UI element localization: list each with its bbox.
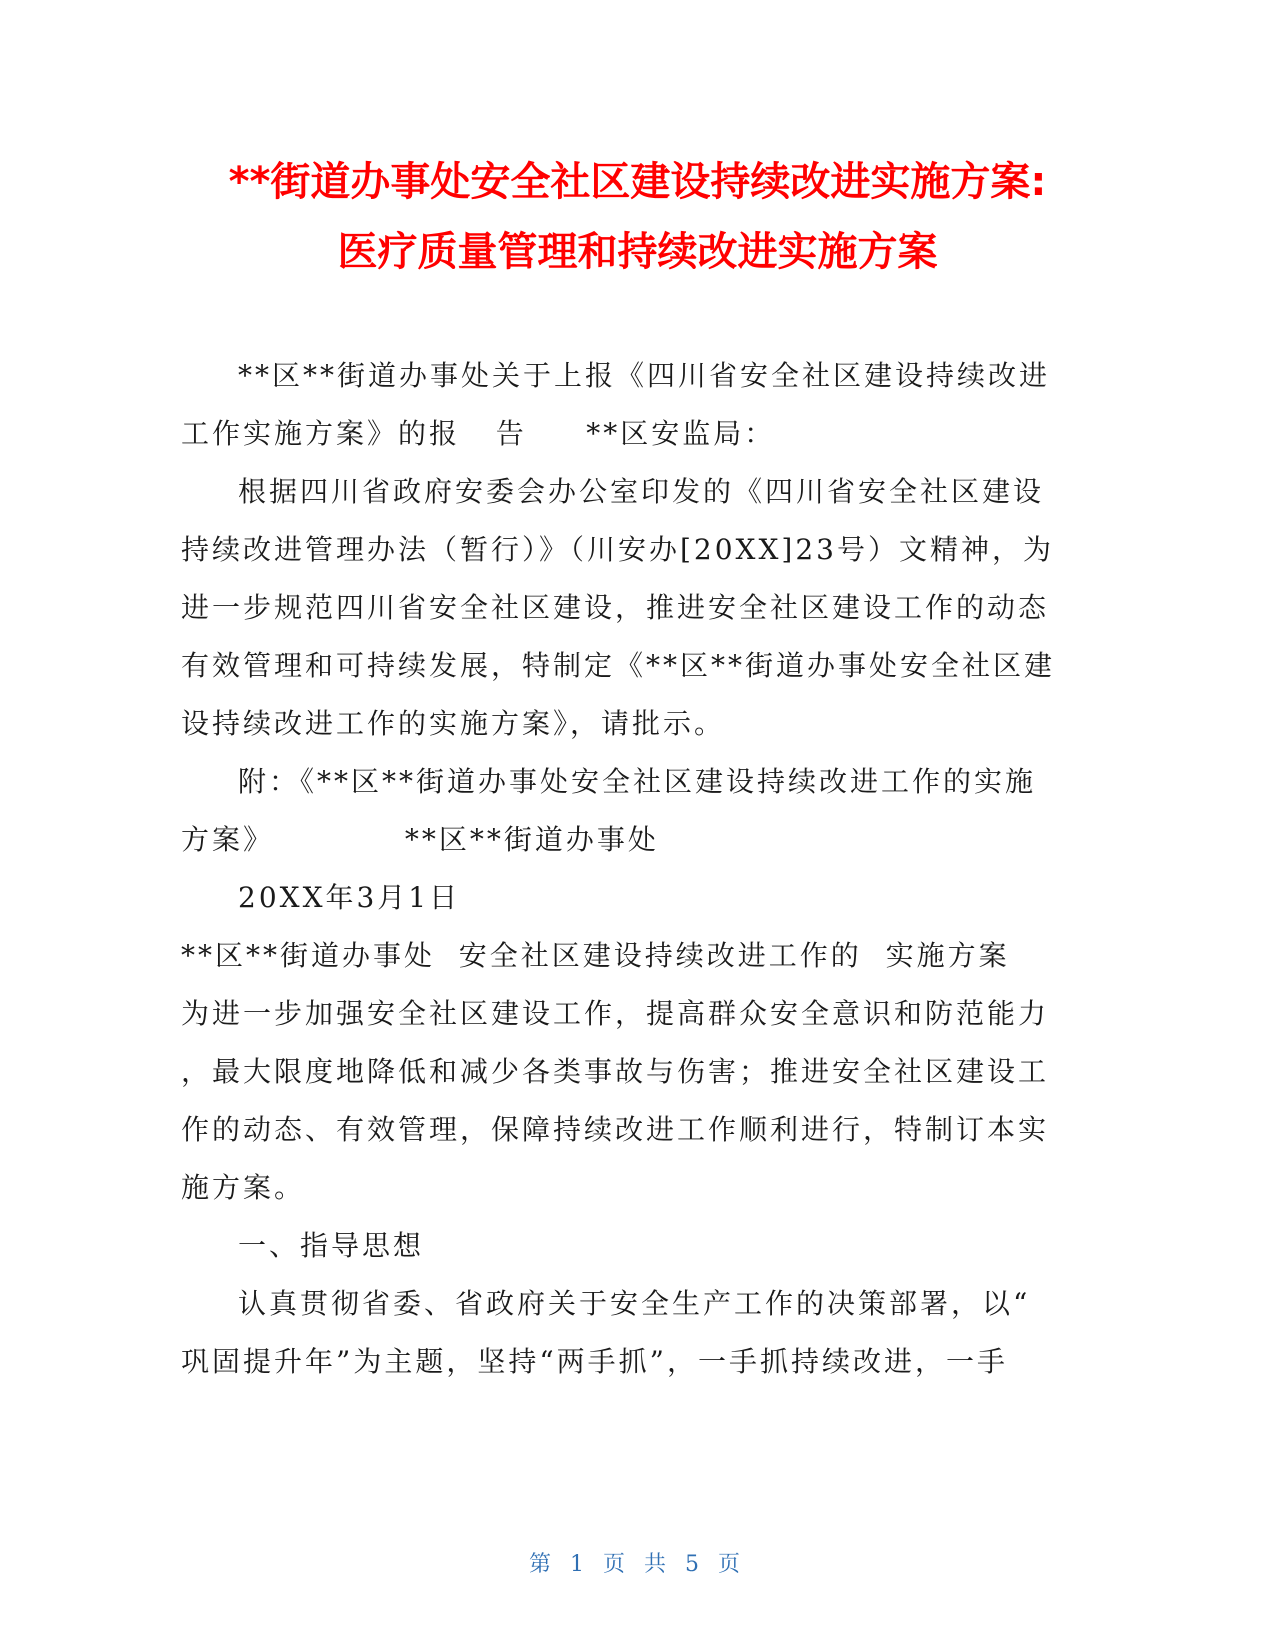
body-line-8: 附：《**区**街道办事处安全社区建设持续改进工作的实施 (238, 765, 1037, 798)
body-line-6: 有效管理和可持续发展，特制定《**区**街道办事处安全社区建 (181, 649, 1056, 682)
body-line-7: 设持续改进工作的实施方案》，请批示。 (181, 707, 726, 740)
body-line-9: 方案》 **区**街道办事处 (181, 823, 659, 856)
body-line-15: 施方案。 (181, 1171, 306, 1204)
body-line-3: 根据四川省政府安委会办公室印发的《四川省安全社区建设 (238, 475, 1045, 508)
section-heading-guiding-ideology: 一、指导思想 (238, 1229, 425, 1262)
body-line-17: 认真贯彻省委、省政府关于安全生产工作的决策部署，以“ (238, 1287, 1031, 1320)
body-line-12: 为进一步加强安全社区建设工作，提高群众安全意识和防范能力 (181, 997, 1050, 1030)
body-line-13: ，最大限度地降低和减少各类事故与伤害；推进安全社区建设工 (181, 1055, 1050, 1088)
body-line-1: **区**街道办事处关于上报《四川省安全社区建设持续改进 (238, 359, 1051, 392)
body-line-4: 持续改进管理办法（暂行）》（川安办[20XX]23号）文精神，为 (181, 533, 1054, 566)
body-line-2: 工作实施方案》的报 告 **区安监局： (181, 417, 776, 450)
body-line-plan-heading: **区**街道办事处 安全社区建设持续改进工作的 实施方案 (181, 939, 1010, 972)
body-line-date: 20XX年3月1日 (238, 881, 461, 914)
body-line-14: 作的动态、有效管理，保障持续改进工作顺利进行，特制订本实 (181, 1113, 1050, 1146)
page-footer: 第 1 页 共 5 页 (529, 1552, 746, 1577)
body-line-18: 巩固提升年”为主题，坚持“两手抓”，一手抓持续改进，一手 (181, 1345, 1008, 1378)
document-title-line-1: **街道办事处安全社区建设持续改进实施方案: (228, 159, 1047, 205)
body-line-5: 进一步规范四川省安全社区建设，推进安全社区建设工作的动态 (181, 591, 1050, 624)
document-title-line-2: 医疗质量管理和持续改进实施方案 (337, 229, 938, 275)
